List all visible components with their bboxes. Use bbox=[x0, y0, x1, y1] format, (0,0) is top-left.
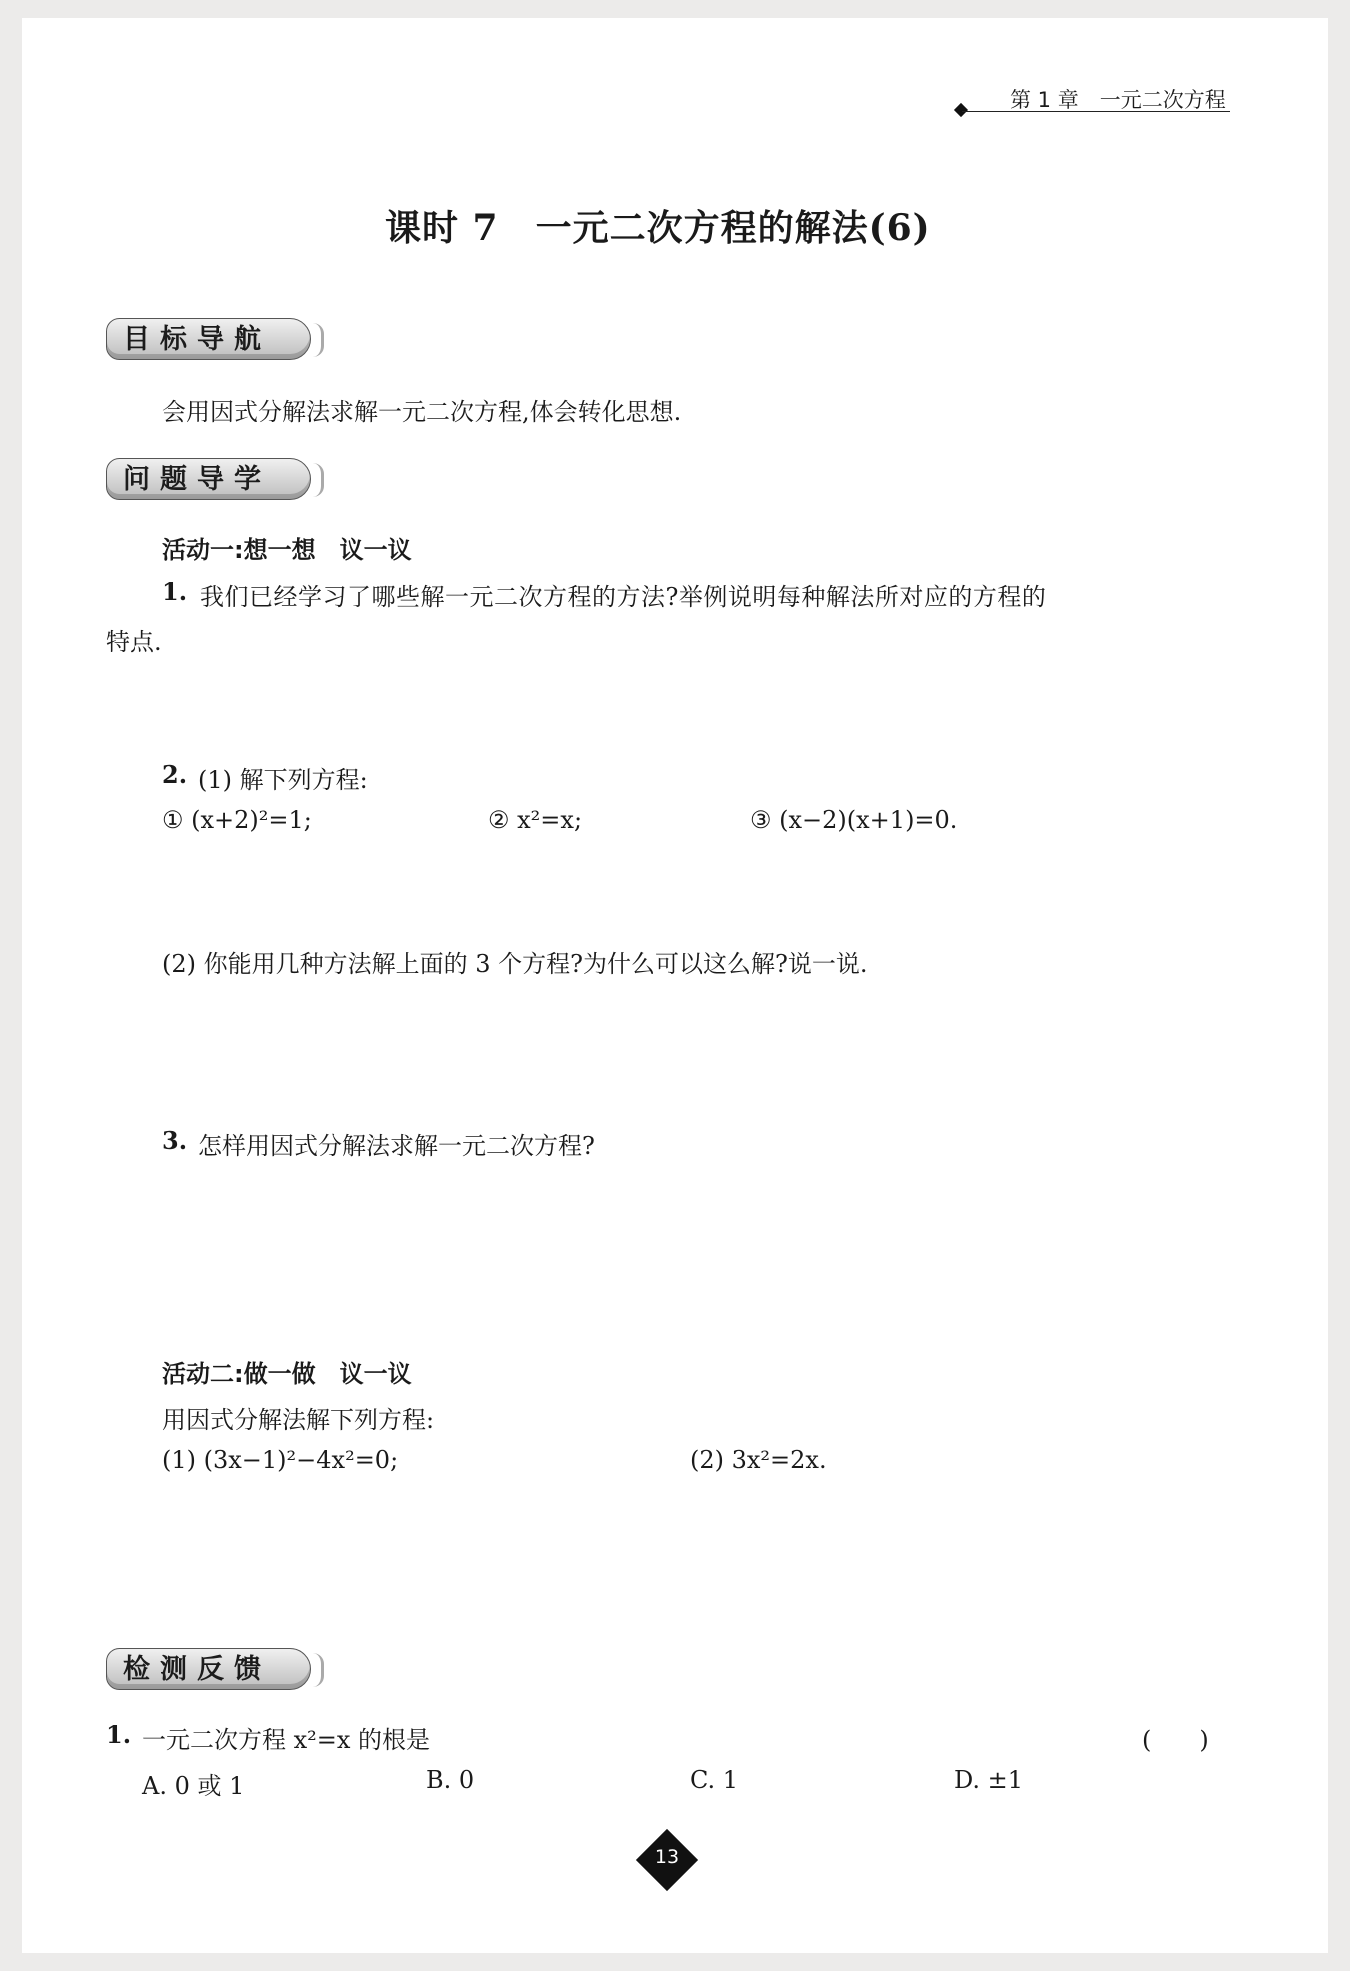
activity2-heading: 活动二:做一做 议一议 bbox=[162, 1360, 412, 1388]
q2-equation-3: ③ (x−2)(x+1)=0. bbox=[750, 806, 958, 834]
q3-number: 3. bbox=[162, 1126, 188, 1155]
fb1-answer-bracket: ( ) bbox=[1142, 1726, 1209, 1754]
q1-number: 1. bbox=[162, 577, 188, 606]
fb1-option-a: A. 0 或 1 bbox=[142, 1772, 245, 1800]
q2-equation-1: ① (x+2)²=1; bbox=[162, 806, 312, 834]
q2-equation-2: ② x²=x; bbox=[488, 806, 583, 834]
fb1-option-b: B. 0 bbox=[426, 1766, 475, 1794]
chapter-header: 第 1 章 一元二次方程 bbox=[1010, 88, 1226, 112]
fb1-number: 1. bbox=[106, 1720, 132, 1749]
inquiry-badge-label: 问题导学 bbox=[123, 464, 271, 495]
activity1-heading: 活动一:想一想 议一议 bbox=[162, 536, 412, 564]
goal-badge-label: 目标导航 bbox=[123, 324, 271, 355]
goal-text: 会用因式分解法求解一元二次方程,体会转化思想. bbox=[162, 398, 682, 426]
inquiry-section-badge bbox=[106, 458, 311, 500]
activity2-equation-2: (2) 3x²=2x. bbox=[690, 1446, 827, 1474]
fb1-option-c: C. 1 bbox=[690, 1766, 739, 1794]
page-title: 课时 7 一元二次方程的解法(6) bbox=[385, 207, 931, 249]
activity2-equation-1: (1) (3x−1)²−4x²=0; bbox=[162, 1446, 399, 1474]
q1-text-line2: 特点. bbox=[106, 628, 162, 656]
feedback-badge-label: 检测反馈 bbox=[123, 1654, 271, 1685]
q1-text-line1: 我们已经学习了哪些解一元二次方程的方法?举例说明每种解法所对应的方程的 bbox=[200, 583, 1047, 611]
fb1-option-d: D. ±1 bbox=[954, 1766, 1024, 1794]
goal-section-badge bbox=[106, 318, 311, 360]
q2-number: 2. bbox=[162, 760, 188, 789]
q2-part2: (2) 你能用几种方法解上面的 3 个方程?为什么可以这么解?说一说. bbox=[162, 950, 868, 978]
q3-text: 怎样用因式分解法求解一元二次方程? bbox=[198, 1132, 595, 1160]
page-number: 13 bbox=[654, 1846, 680, 1868]
activity2-intro: 用因式分解法解下列方程: bbox=[162, 1406, 435, 1434]
feedback-section-badge bbox=[106, 1648, 311, 1690]
q2-part1: (1) 解下列方程: bbox=[198, 766, 368, 794]
fb1-question: 一元二次方程 x²=x 的根是 bbox=[142, 1726, 431, 1754]
